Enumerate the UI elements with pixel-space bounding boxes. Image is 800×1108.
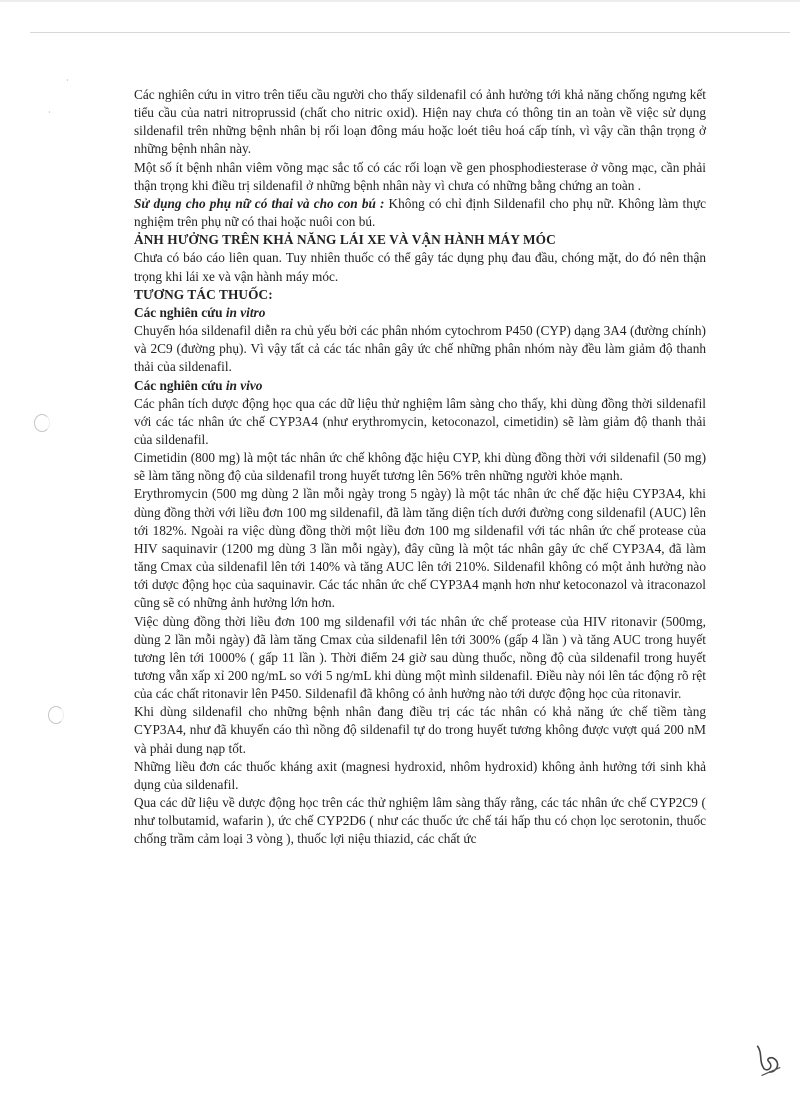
paragraph-retinitis: Một số ít bệnh nhân viêm võng mạc sắc tố có các rối loạn về gen phosphodiesterase ở võng mạc, cần phải thận trọng khi điều trị sildenafil ở những bệnh nhân này vì chưa có những bằng chứng an toàn . [134, 159, 706, 193]
subheading-in-vitro [134, 304, 706, 322]
pregnancy-text: Không có chỉ định Sildenafil cho phụ nữ. Không làm thực nghiệm trên phụ nữ có thai hoặc nuôi con bú. [134, 195, 706, 230]
subheading-in-vivo [134, 377, 706, 395]
paragraph-pregnancy [134, 195, 706, 231]
paragraph-driving: Chưa có báo cáo liên quan. Tuy nhiên thuốc có thể gây tác dụng phụ đau đầu, chóng mặt, do đó nên thận trọng khi lái xe và vận hành máy móc. [134, 250, 706, 284]
heading-interactions: TƯƠNG TÁC THUỐC: [134, 286, 273, 302]
paragraph-cyp3a4-inhibitors: Khi dùng sildenafil cho những bệnh nhân đang điều trị các tác nhân có khả năng ức chế tiềm tàng CYP3A4, như đã khuyến cáo thì nồng độ sildenafil tự do trong huyết tương không được vượt quá 200 nM và phải dung nạp tốt. [134, 704, 706, 756]
punch-hole-mark [48, 706, 64, 724]
paragraph-metabolism: Chuyển hóa sildenafil diễn ra chủ yếu bởi các phân nhóm cytochrom P450 (CYP) dạng 3A4 (đường chính) và 2C9 (đường phụ). Vì vậy tất cả các tác nhân gây ức chế những phân nhóm này đều làm giảm độ thanh thải của sildenafil. [134, 323, 706, 375]
subheading-in-vivo-term: in vivo [225, 377, 263, 393]
subheading-in-vitro-term: in vitro [225, 304, 266, 320]
punch-hole-mark [34, 414, 50, 432]
scan-top-edge [0, 0, 800, 2]
pregnancy-lead: Sử dụng cho phụ nữ có thai và cho con bú : [134, 195, 385, 211]
paragraph-erythromycin: Erythromycin (500 mg dùng 2 lần mỗi ngày trong 5 ngày) là một tác nhân ức chế đặc hiệu CYP3A4, khi dùng đồng thời với liều đơn 100 mg sildenafil, đã làm tăng diện tích dưới đường cong sildenafil (AUC) lên tới 182%. Ngoài ra việc dùng đồng thời một liều đơn 100 mg sildenafil với tác nhân ức chế protease của HIV saquinavir (1200 mg dùng 3 lần mỗi ngày), đây cũng là một tác nhân gây ức chế CYP3A4, đã làm tăng Cmax của sildenafil lên tới 140% và tăng AUC lên tới 210%. Sildenafil không có một ảnh hưởng nào tới dược động học của saquinavir. Các tác nhân ức chế CYP3A4 mạnh hơn như ketoconazol và itraconazol cũng sẽ có những ảnh hưởng lớn hơn. [134, 486, 706, 611]
paragraph-ritonavir: Việc dùng đồng thời liều đơn 100 mg sildenafil với tác nhân ức chế protease của HIV ritonavir (500mg, dùng 2 lần mỗi ngày) đã làm tăng Cmax của sildenafil lên tới 300% (gấp 4 lần ) và tăng AUC trong huyết tương lên tới 1000% ( gấp 11 lần ). Thời điểm 24 giờ sau dùng thuốc, nồng độ của sildenafil trong huyết tương vẫn xấp xỉ 200 ng/mL so với 5 ng/mL khi dùng một mình sildenafil. Điều này nói lên tác động rõ rệt của các chất ritonavir lên P450. Sildenafil đã không có ảnh hưởng nào tới dược động học của ritonavir. [134, 613, 706, 702]
subheading-in-vitro-prefix: Các nghiên cứu [134, 304, 226, 320]
paragraph-antacids: Những liều đơn các thuốc kháng axit (magnesi hydroxid, nhôm hydroxid) không ảnh hưởng tới sinh khả dụng của sildenafil. [134, 758, 706, 792]
paragraph-cimetidine: Cimetidin (800 mg) là một tác nhân ức chế không đặc hiệu CYP, khi dùng đồng thời với sildenafil (50 mg) sẽ làm tăng nồng độ của sildenafil trong huyết tương lên 56% trên những người khỏe mạnh. [134, 450, 706, 484]
heading-driving: ẢNH HƯỞNG TRÊN KHẢ NĂNG LÁI XE VÀ VẬN HÀNH MÁY MÓC [134, 232, 556, 248]
paragraph-platelets: Các nghiên cứu in vitro trên tiểu cầu người cho thấy sildenafil có ảnh hưởng tới khả năng chống ngưng kết tiểu cầu của natri nitroprussid (chất cho nitric oxid). Hiện nay chưa có thông tin an toàn về việc sử dụng sildenafil trên những bệnh nhân bị rối loạn đông máu hoặc loét tiêu hoá cấp tính, vì vậy cần thận trọng ở những bệnh nhân này. [134, 87, 706, 157]
handwritten-initial-mark [748, 1035, 786, 1080]
page-top-rule [30, 32, 790, 33]
subheading-in-vivo-prefix: Các nghiên cứu [134, 377, 226, 393]
document-body [134, 86, 706, 849]
scan-speck: · [48, 108, 51, 117]
paragraph-other-inhibitors: Qua các dữ liệu về dược động học trên các thử nghiệm lâm sàng thấy rằng, các tác nhân ức chế CYP2C9 ( như tolbutamid, wafarin ), ức chế CYP2D6 ( như các thuốc ức chế tái hấp thu có chọn lọc serotonin, thuốc chống trầm cảm loại 3 vòng ), thuốc lợi niệu thiazid, các chất ức [134, 795, 706, 847]
scan-speck: · [66, 76, 69, 85]
paragraph-pk-analysis: Các phân tích dược động học qua các dữ liệu thử nghiệm lâm sàng cho thấy, khi dùng đồng thời sildenafil với các tác nhân ức chế CYP3A4 (như erythromycin, ketoconazol, cimetidin) sẽ làm giảm độ thanh thải của sildenafil. [134, 395, 706, 447]
